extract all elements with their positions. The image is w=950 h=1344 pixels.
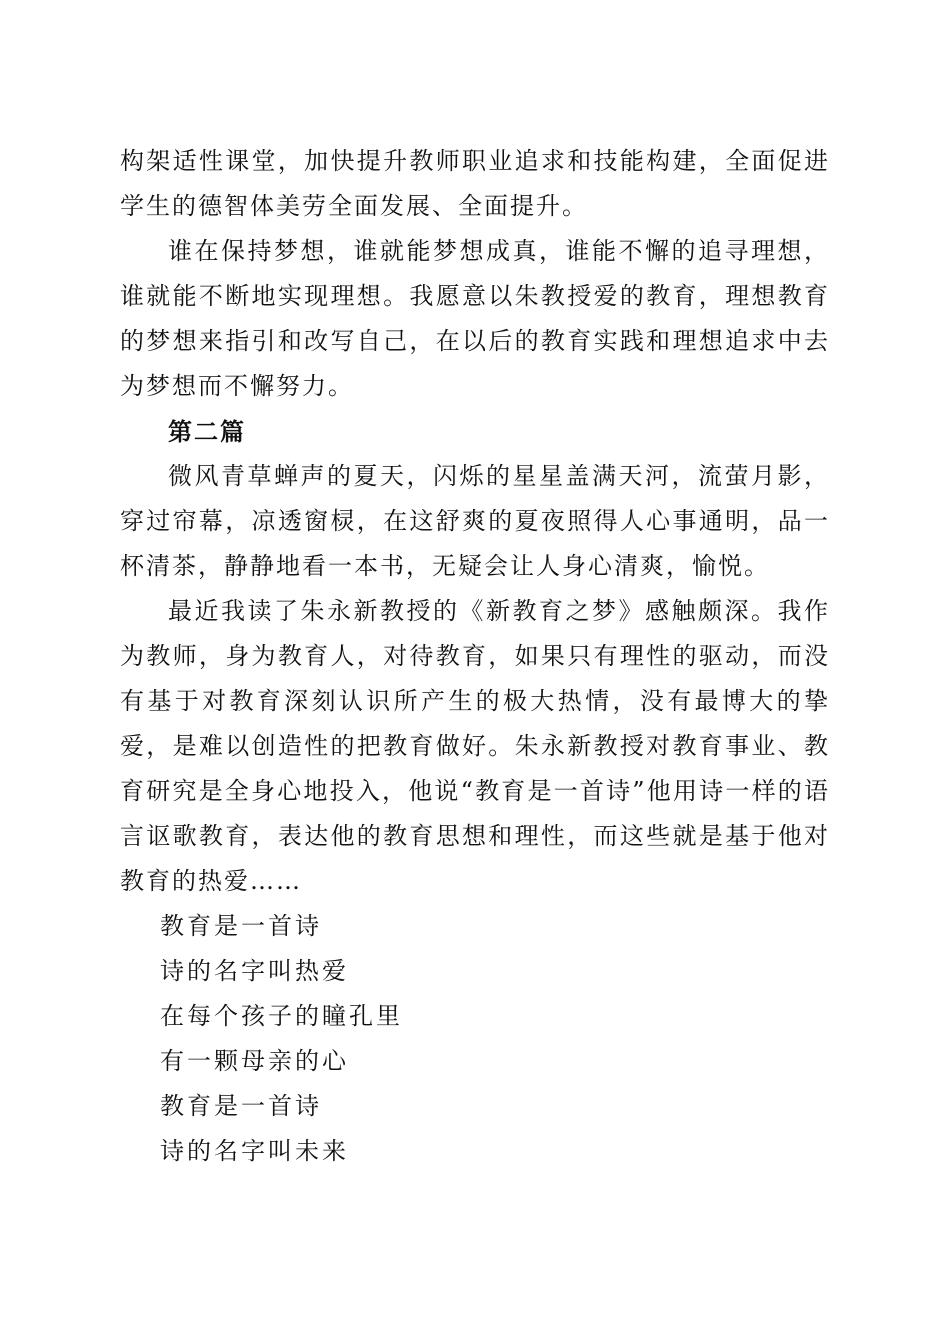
poem-line: 诗的名字叫热爱 bbox=[160, 957, 349, 985]
paragraph-summer-night: 微风青草蝉声的夏天，闪烁的星星盖满天河，流萤月影，穿过帘幕，凉透窗棂，在这舒爽的夏夜照得人心事通明，品一杯清茶，静静地看一本书，无疑会让人身心清爽，愉悦。 bbox=[120, 462, 830, 580]
poem-line: 教育是一首诗 bbox=[160, 1092, 322, 1120]
paragraph-continued: 构架适性课堂，加快提升教师职业追求和技能构建，全面促进学生的德智体美劳全面发展、全面提升。 bbox=[120, 147, 830, 220]
paragraph-new-education-dream: 最近我读了朱永新教授的《新教育之梦》感触颇深。我作为教师，身为教育人，对待教育，如果只有理性的驱动，而没有基于对教育深刻认识所产生的极大热情，没有最博大的挚爱，是难以创造性的把教育做好。朱永新教授对教育事业、教育研究是全身心地投入，他说“教育是一首诗”他用诗一样的语言讴歌教育，表达他的教育思想和理性，而这些就是基于他对教育的热爱…… bbox=[120, 597, 830, 895]
section-heading: 第二篇 bbox=[168, 417, 246, 446]
paragraph-dream: 谁在保持梦想，谁就能梦想成真，谁能不懈的追寻理想，谁就能不断地实现理想。我愿意以朱教授爱的教育，理想教育的梦想来指引和改写自己，在以后的教育实践和理想追求中去为梦想而不懈努力。 bbox=[120, 237, 830, 400]
poem-line: 在每个孩子的瞳孔里 bbox=[160, 1002, 403, 1030]
poem-line: 有一颗母亲的心 bbox=[160, 1047, 349, 1075]
document-body bbox=[120, 139, 830, 1174]
poem-line: 教育是一首诗 bbox=[160, 912, 322, 940]
poem-line: 诗的名字叫未来 bbox=[160, 1137, 349, 1165]
